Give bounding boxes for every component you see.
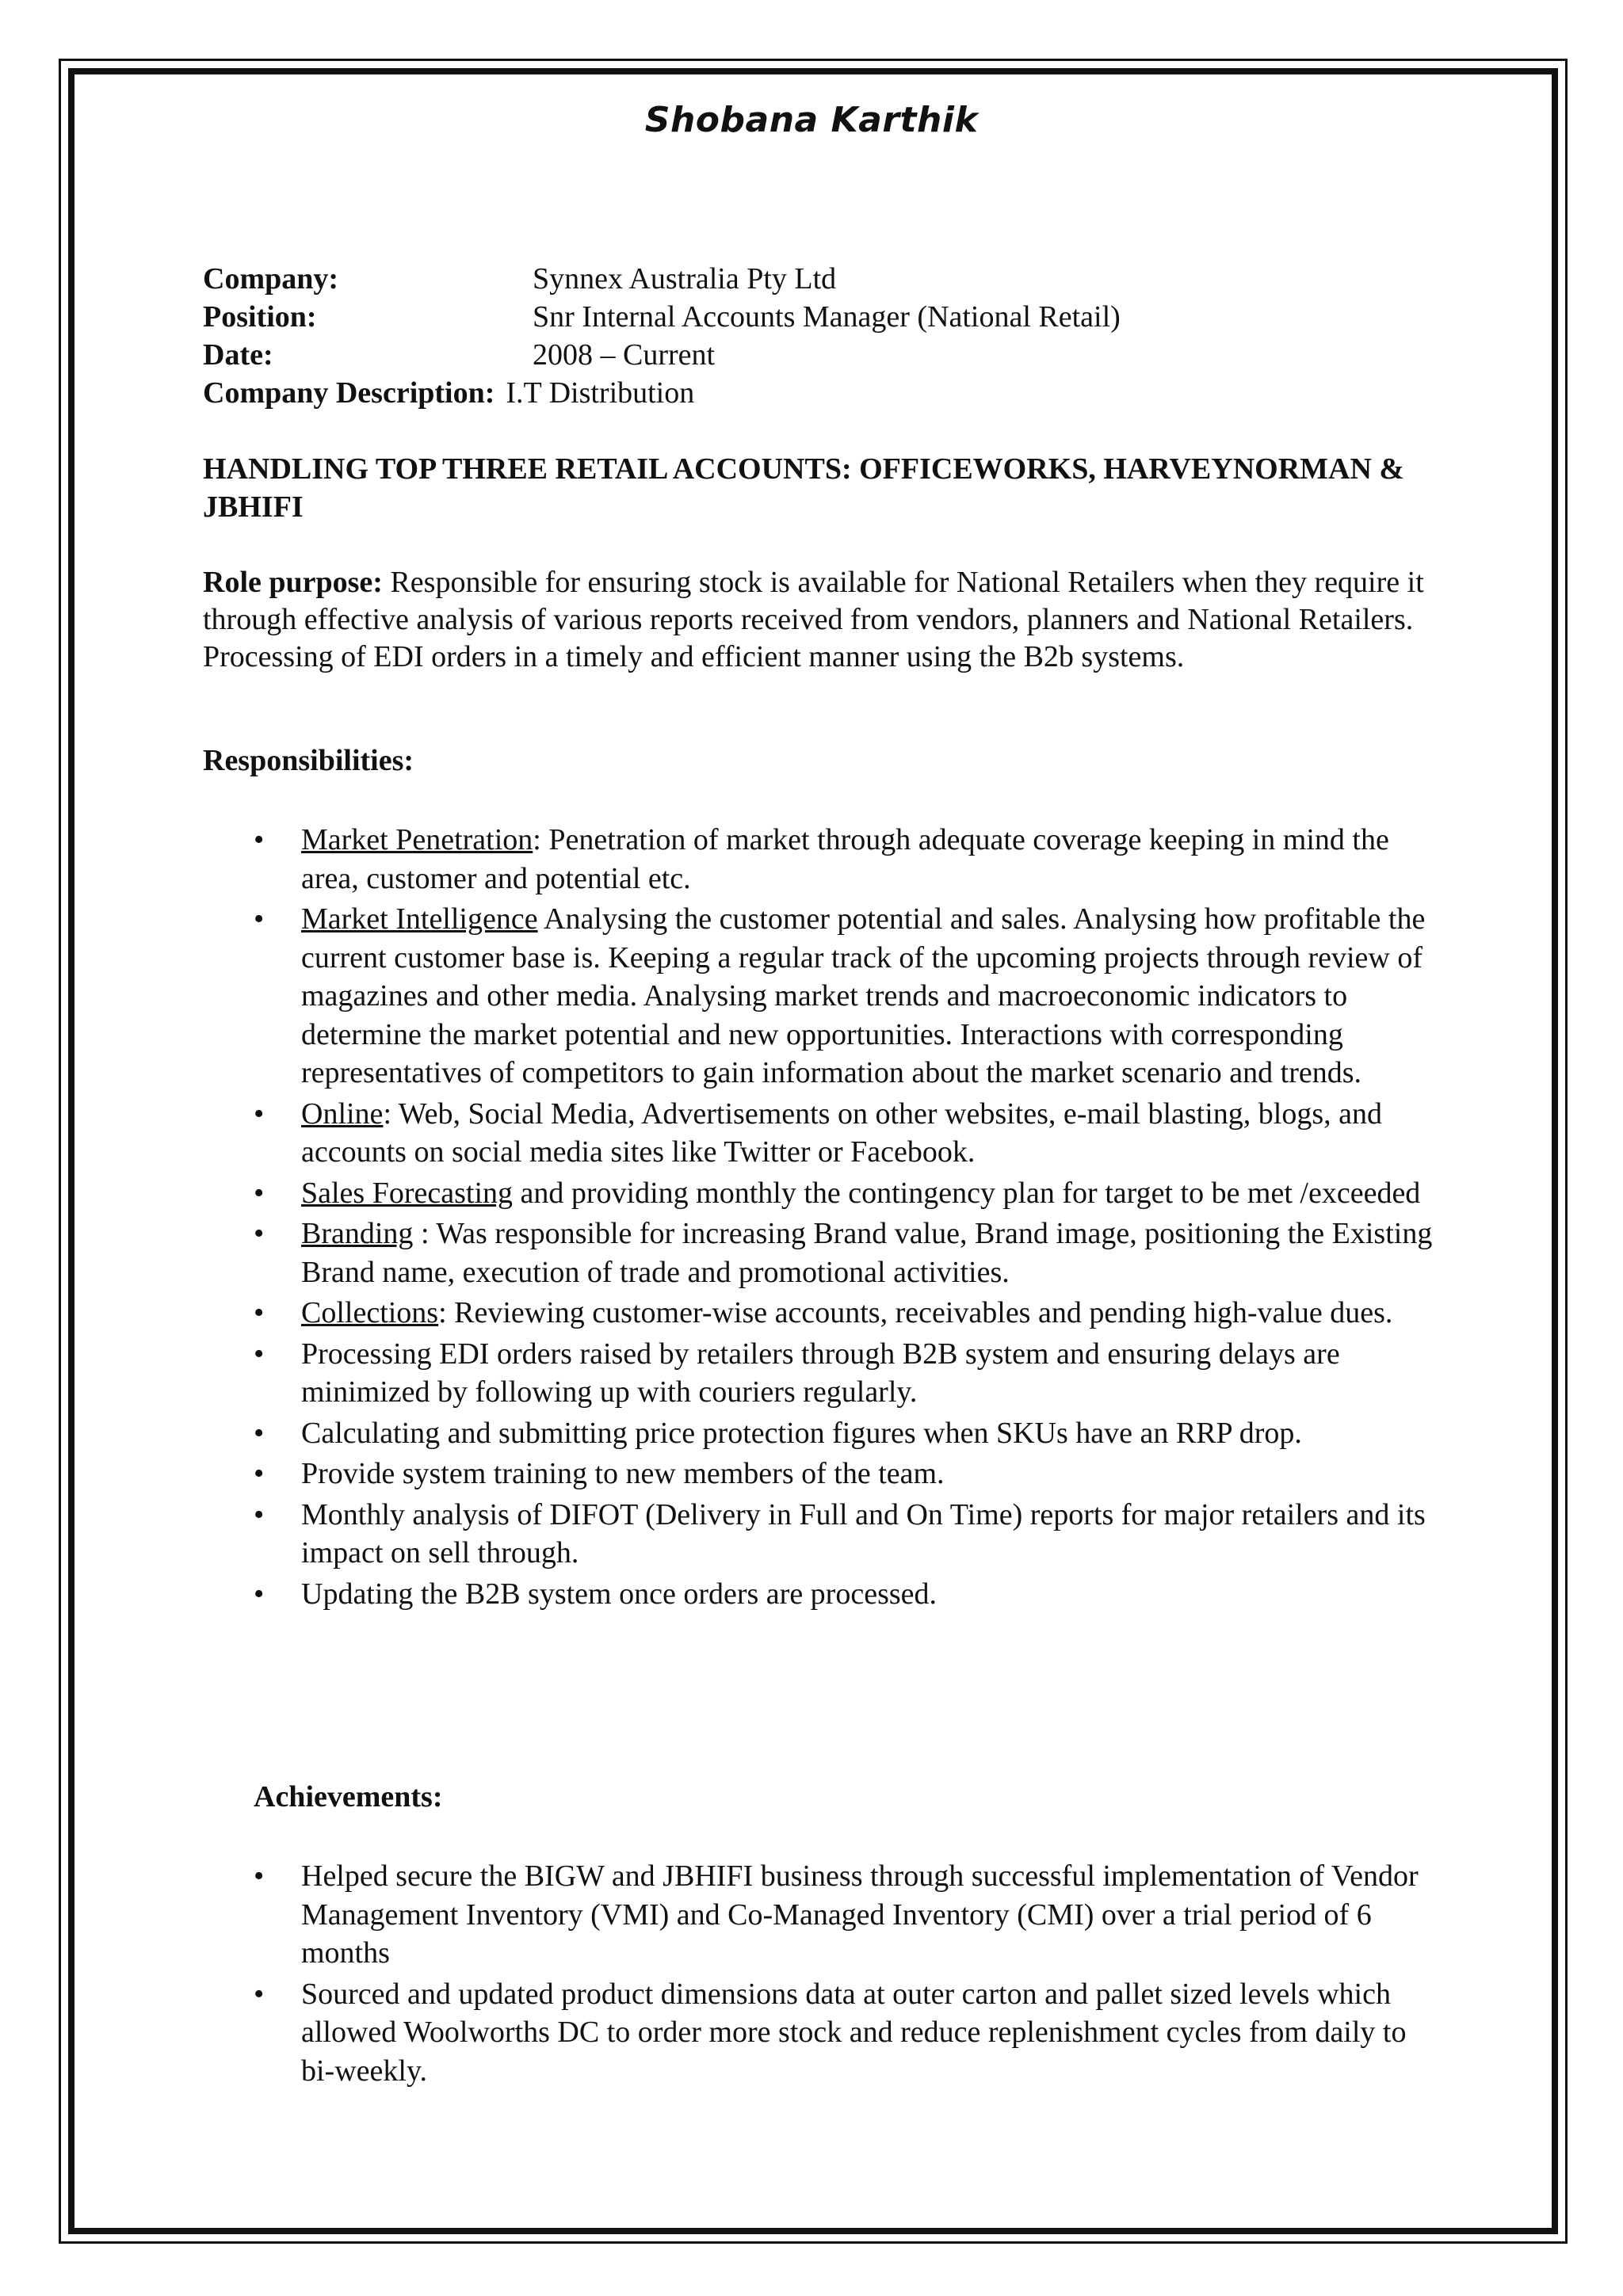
position-row [203,298,1121,336]
list-item: • Sourced and updated product dimensions data at outer carton and pallet sized levels which allowed Woolworths DC to order more stock and reduce replenishment cycles from daily to bi-weekly. [254,1975,1442,2091]
list-item [254,1575,1442,1614]
list-item [254,900,1442,1093]
list-item [254,1335,1442,1412]
list-item [254,1294,1442,1333]
role-purpose [203,564,1439,676]
item-text: : Reviewing customer-wise accounts, receivables and pending high-value dues. [438,1296,1393,1329]
date-label: Date: [203,338,273,372]
company-label: Company: [203,262,339,296]
description-label: Company Description: [203,376,495,410]
item-text: : Web, Social Media, Advertisements on other websites, e-mail blasting, blogs, and accounts on social media sites like Twitter or Facebook. [301,1097,1383,1169]
list-item [254,1095,1442,1172]
item-title: Market Intelligence [301,902,538,936]
item-text: Calculating and submitting price protection figures when SKUs have an RRP drop. [301,1416,1302,1450]
role-purpose-label: Role purpose: [203,566,383,599]
list-item [254,1215,1442,1291]
position-label: Position: [203,300,317,334]
list-item [254,821,1442,898]
candidate-name: Shobana Karthik [644,100,979,140]
item-title: Market Penetration [301,823,533,856]
achievements-list [254,1857,1442,2092]
item-text: : Penetration of market through adequate coverage keeping in mind the area, customer and potential etc. [301,823,1389,895]
company-row [203,260,1121,298]
responsibilities-heading: Responsibilities: [203,744,414,777]
job-info [203,260,1121,412]
position-value: Snr Internal Accounts Manager (National Retail) [533,300,1121,334]
responsibilities-list [254,821,1442,1615]
item-text: Provide system training to new members of the team. [301,1457,945,1490]
item-text: Monthly analysis of DIFOT (Delivery in Full and On Time) reports for major retailers and its impact on sell through. [301,1497,1426,1569]
description-value: I.T Distribution [506,376,695,410]
item-text: Updating the B2B system once orders are processed. [301,1577,938,1611]
item-text: Processing EDI orders raised by retailers through B2B system and ensuring delays are minimized by following up with couriers regularly. [301,1337,1340,1409]
date-row [203,336,1121,374]
item-text: : Was responsible for increasing Brand value, Brand image, positioning the Existing Brand name, execution of trade and promotional activities. [301,1217,1433,1289]
item-text: Analysing the customer potential and sales. Analysing how profitable the current customer base is. Keeping a regular track of the upcoming projects through review of magazines and other media. Analysing market trends and macroeconomic indicators to determine the market potential and new opportunities. Interactions with corresponding representatives of competitors to gain information about the market scenario and trends. [301,902,1426,1089]
item-title: Collections [301,1296,439,1329]
item-title: Online [301,1097,384,1131]
description-row [203,374,1121,412]
list-item [254,1414,1442,1453]
date-value: 2008 – Current [533,338,716,372]
list-item [254,1496,1442,1573]
list-item [254,1455,1442,1493]
role-purpose-text: Responsible for ensuring stock is available for National Retailers when they require it through effective analysis of various reports received from vendors, planners and National Retailers. Processing of EDI orders in a timely and efficient manner using the B2b systems. [203,566,1424,673]
item-title: Branding [301,1217,414,1250]
company-value: Synnex Australia Pty Ltd [533,262,837,296]
achievements-heading: Achievements: [254,1780,443,1814]
section-heading: HANDLING TOP THREE RETAIL ACCOUNTS: OFFICEWORKS, HARVEYNORMAN & JBHIFI [203,452,1405,524]
item-title: Sales Forecasting [301,1176,514,1210]
list-item [254,1174,1442,1213]
list-item: • Helped secure the BIGW and JBHIFI business through successful implementation of Vendor Management Inventory (VMI) and Co-Managed Inventory (CMI) over a trial period of 6 months [254,1857,1442,1973]
item-text: and providing monthly the contingency plan for target to be met /exceeded [513,1176,1421,1210]
